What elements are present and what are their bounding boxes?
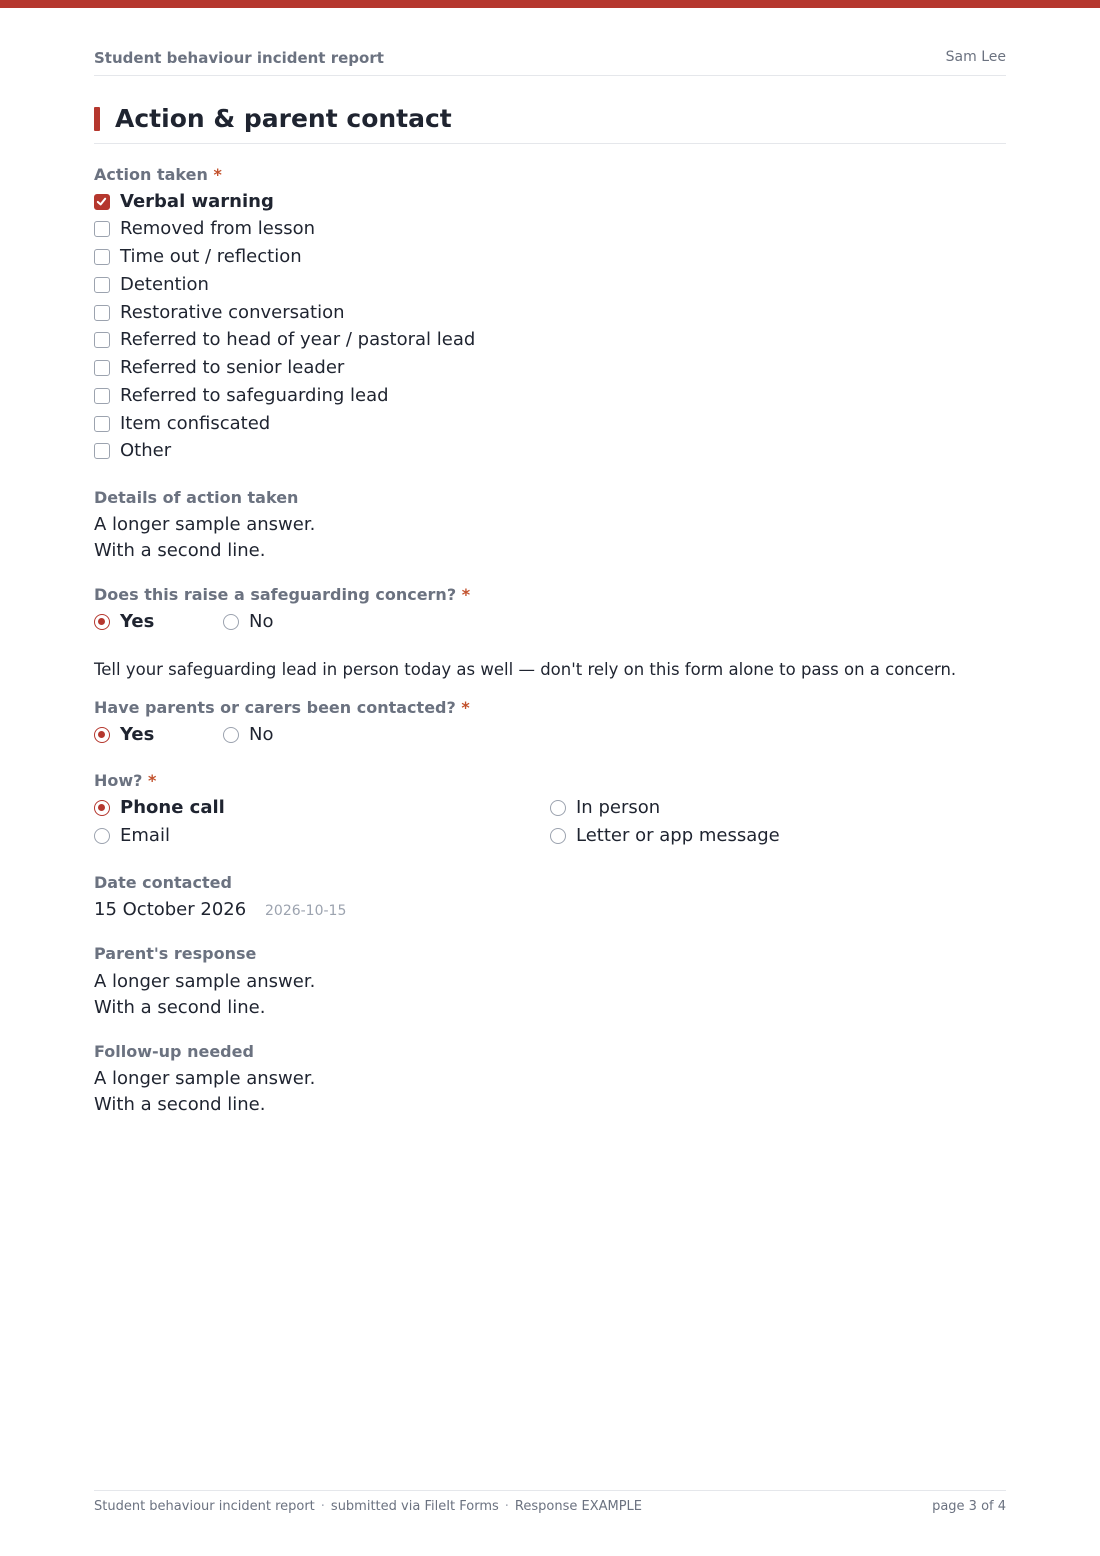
checkbox-label: Other [120,440,172,461]
checkbox-unchecked-icon [94,388,110,404]
required-marker: * [461,698,470,717]
checkbox-unchecked-icon [94,360,110,376]
section-title: Action & parent contact [115,104,452,133]
safeguarding-note: Tell your safeguarding lead in person today as well — don't rely on this form alone to pass on a concern. [94,660,957,679]
required-marker: * [148,771,157,790]
footer-info [94,1499,642,1514]
radio-selected-icon [94,800,110,816]
checkbox-unchecked-icon [94,332,110,348]
details-answer [94,512,315,564]
respondent-name: Sam Lee [945,49,1006,65]
radio-selected-icon [94,614,110,630]
required-marker: * [213,165,222,184]
footer-separator: · [504,1499,509,1514]
radio-label: Yes [120,724,155,745]
answer-line: A longer sample answer. [94,971,316,992]
checkbox-label: Referred to head of year / pastoral lead [120,329,476,350]
page-number: page 3 of 4 [932,1499,1006,1514]
footer-form-name: Student behaviour incident report [94,1499,315,1514]
radio-unselected-icon [550,800,566,816]
details-label: Details of action taken [94,488,299,507]
checkbox-checked-icon [94,194,110,210]
action-taken-label-text: Action taken [94,165,208,184]
radio-label: Letter or app message [576,825,780,846]
action-taken-label [94,165,222,185]
radio-unselected-icon [223,614,239,630]
checkbox-unchecked-icon [94,249,110,265]
safeguarding-label-text: Does this raise a safeguarding concern? [94,585,457,604]
radio-unselected-icon [94,828,110,844]
how-label-text: How? [94,771,143,790]
page-header [94,48,1006,76]
top-accent-bar [0,0,1100,8]
footer-submitted: submitted via FileIt Forms [330,1499,499,1514]
radio-label: Yes [120,611,155,632]
section-accent-bar [94,107,100,131]
parents-contacted-label-text: Have parents or carers been contacted? [94,698,456,717]
radio-label: In person [576,797,661,818]
answer-line: A longer sample answer. [94,1068,316,1089]
checkbox-unchecked-icon [94,305,110,321]
answer-line: With a second line. [94,1094,266,1115]
radio-unselected-icon [223,727,239,743]
checkbox-unchecked-icon [94,443,110,459]
checkbox-label: Referred to safeguarding lead [120,385,389,406]
checkbox-label: Detention [120,274,209,295]
radio-selected-icon [94,727,110,743]
checkbox-label: Item confiscated [120,413,271,434]
follow-up-answer [94,1066,315,1118]
safeguarding-label [94,585,470,605]
page-footer [94,1490,1006,1522]
form-title: Student behaviour incident report [94,49,384,67]
footer-response-id: Response EXAMPLE [514,1499,643,1514]
checkbox-unchecked-icon [94,416,110,432]
checkbox-label: Referred to senior leader [120,357,345,378]
date-contacted-label: Date contacted [94,873,232,892]
answer-line: With a second line. [94,997,266,1018]
date-contacted-iso: 2026-10-15 [265,903,347,919]
date-contacted-value: 15 October 2026 [94,899,247,920]
answer-line: A longer sample answer. [94,514,316,535]
checkbox-label: Verbal warning [120,191,274,212]
parents-contacted-label [94,698,470,718]
checkbox-unchecked-icon [94,277,110,293]
radio-label: No [249,724,274,745]
radio-label: Email [120,825,170,846]
checkbox-label: Time out / reflection [120,246,302,267]
checkbox-unchecked-icon [94,221,110,237]
follow-up-label: Follow-up needed [94,1042,254,1061]
radio-unselected-icon [550,828,566,844]
radio-label: Phone call [120,797,225,818]
checkbox-label: Removed from lesson [120,218,316,239]
how-label [94,771,156,791]
radio-label: No [249,611,274,632]
parent-response-answer [94,969,315,1021]
footer-separator: · [320,1499,325,1514]
answer-line: With a second line. [94,540,266,561]
section-heading [94,104,1006,144]
checkbox-label: Restorative conversation [120,302,345,323]
parent-response-label: Parent's response [94,944,257,963]
required-marker: * [461,585,471,604]
